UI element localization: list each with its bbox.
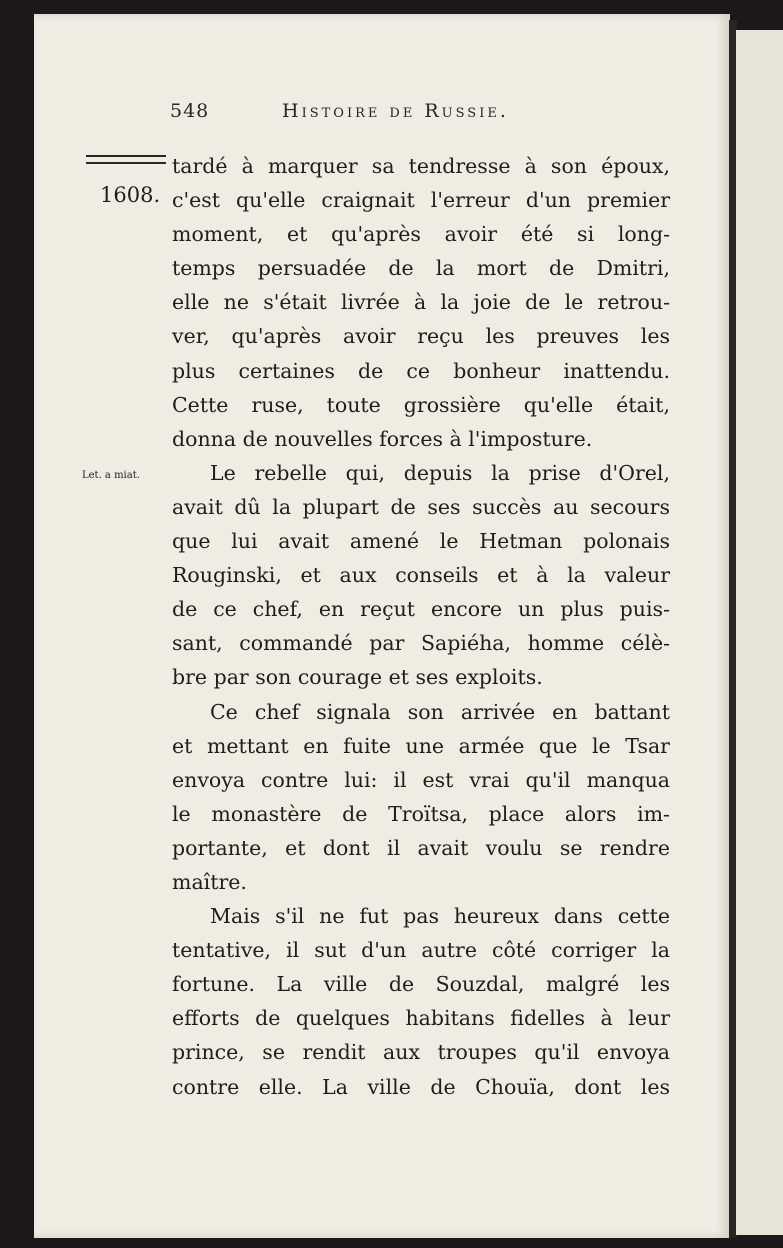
text-line: donna de nouvelles forces à l'imposture. [172,426,593,451]
text-line: avait dû la plupart de ses succès au secours [172,494,670,519]
text-line: Ce chef signala son arrivée en battant [210,699,670,724]
facing-page-edge [736,30,783,1235]
text-line: c'est qu'elle craignait l'erreur d'un premier [172,188,670,213]
text-line: prince, se rendit aux troupes qu'il envoya [172,1040,670,1065]
text-line: temps persuadée de la mort de Dmitri, [172,256,670,281]
continuation-rule [86,155,166,164]
text-line: Mais s'il ne fut pas heureux dans cette [210,904,670,929]
text-line: bre par son courage et ses exploits. [172,665,543,690]
margin-note: Let. a miat. [82,470,140,481]
text-line: le monastère de Troïtsa, place alors im- [172,801,670,826]
text-line: Rouginski, et aux conseils et à la valeur [172,563,670,588]
text-line: tentative, il sut d'un autre côté corriger la [172,938,670,963]
text-line: Le rebelle qui, depuis la prise d'Orel, [210,460,670,485]
text-line: ver, qu'après avoir reçu les preuves les [172,324,670,349]
body-text [172,149,670,1104]
text-line: plus certaines de ce bonheur inattendu. [172,358,670,383]
text-line: Cette ruse, toute grossière qu'elle était, [172,392,670,417]
text-line: portante, et dont il avait voulu se rendre [172,835,670,860]
text-line: elle ne s'était livrée à la joie de le retrou- [172,290,670,315]
page-number: 548 [170,100,210,122]
text-line: envoya contre lui: il est vrai qu'il manqua [172,767,670,792]
text-line: maître. [172,869,247,894]
margin-year: 1608. [100,183,161,207]
text-line: et mettant en fuite une armée que le Tsar [172,733,670,758]
text-line: moment, et qu'après avoir été si long- [172,222,670,247]
running-title: Histoire de Russie. [282,100,509,122]
text-line: efforts de quelques habitans fidelles à leur [172,1006,670,1031]
text-line: que lui avait amené le Hetman polonais [172,529,670,554]
text-line: tardé à marquer sa tendresse à son époux, [172,154,670,178]
text-line: de ce chef, en reçut encore un plus puis- [172,597,670,622]
text-line: sant, commandé par Sapiéha, homme célè- [172,631,670,656]
text-line: contre elle. La ville de Chouïa, dont les [172,1074,670,1099]
text-line: fortune. La ville de Souzdal, malgré les [172,972,670,997]
